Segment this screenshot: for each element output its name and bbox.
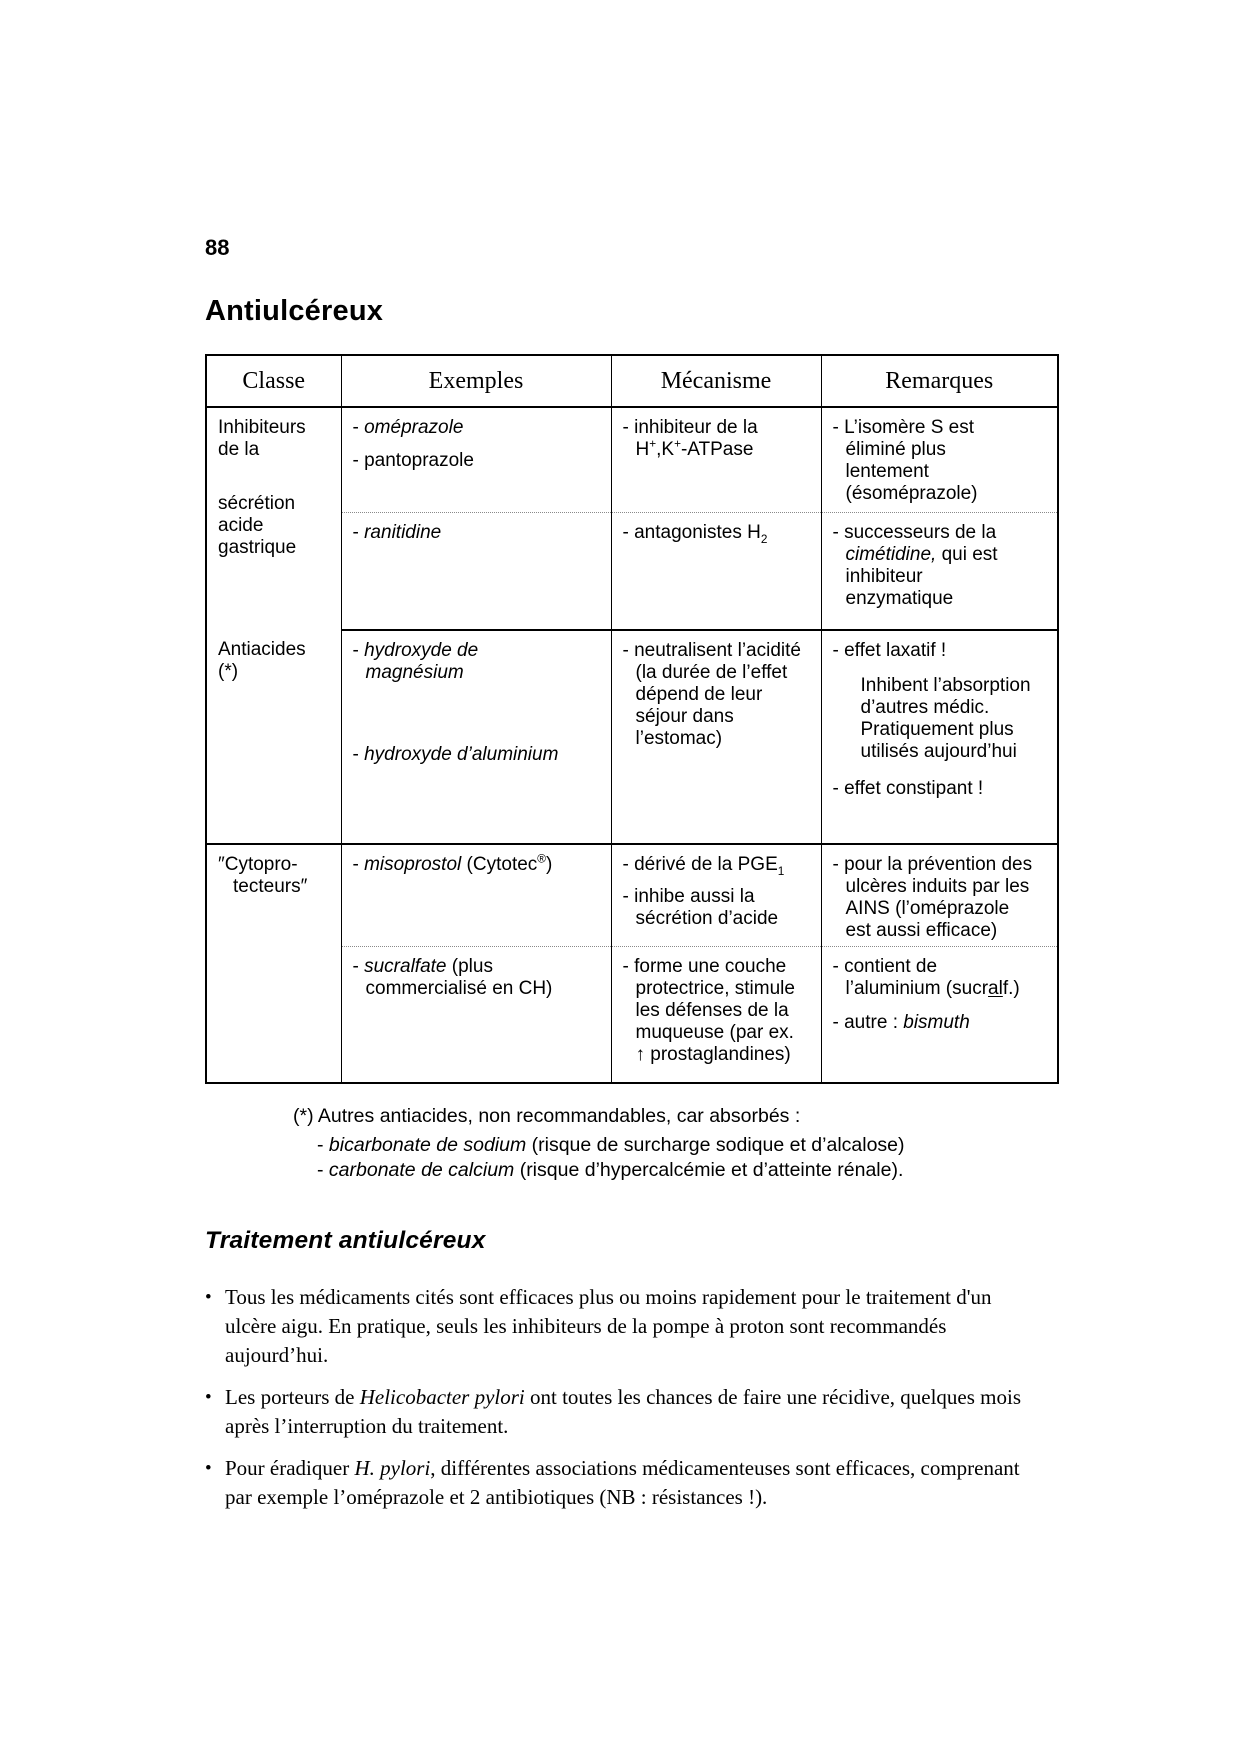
bullet-icon: • bbox=[205, 1286, 212, 1308]
cell-mecanisme-antih2 bbox=[611, 512, 821, 630]
text-line: - oméprazole bbox=[352, 417, 464, 438]
cell-exemples-sucralfate bbox=[341, 947, 611, 1083]
text-line: - inhibe aussi la bbox=[622, 886, 755, 907]
bullet-item bbox=[205, 1283, 1055, 1370]
text-line: commercialisé en CH) bbox=[365, 978, 553, 999]
footnote-item-carbonate bbox=[317, 1158, 1065, 1183]
page-number: 88 bbox=[205, 235, 230, 260]
text-line: - bicarbonate de sodium (risque de surcharge sodique et d’alcalose) bbox=[317, 1133, 905, 1156]
text-line: - sucralfate (plus bbox=[352, 956, 493, 977]
table-row-antiacides bbox=[206, 630, 1058, 844]
text-line: lentement bbox=[845, 461, 929, 482]
column-header-remarques: Remarques bbox=[821, 355, 1058, 407]
table-header-row bbox=[206, 355, 1058, 407]
column-header-mecanisme: Mécanisme bbox=[611, 355, 821, 407]
cell-exemples-antih2 bbox=[341, 512, 611, 630]
cell-mecanisme-misoprostol bbox=[611, 844, 821, 947]
cell-mecanisme-ipp bbox=[611, 407, 821, 512]
text-line: sécrétion d’acide bbox=[635, 908, 779, 929]
cell-exemples-ipp bbox=[341, 407, 611, 512]
text-line: Inhibent l’absorption bbox=[860, 675, 1031, 696]
text-line: - misoprostol (Cytotec®) bbox=[352, 852, 553, 875]
text-line: - contient de bbox=[832, 956, 938, 977]
page-title: Antiulcéreux bbox=[205, 295, 384, 327]
bullet-icon: • bbox=[205, 1457, 212, 1479]
text-line: (ésoméprazole) bbox=[845, 483, 978, 504]
bullet-item bbox=[205, 1383, 1055, 1441]
text-line: - pour la prévention des bbox=[832, 854, 1033, 875]
cell-classe-inhibiteurs bbox=[206, 407, 341, 630]
text-line: AINS (l’oméprazole bbox=[845, 898, 1010, 919]
text-line: - L’isomère S est bbox=[832, 417, 974, 438]
text-line: acide bbox=[218, 515, 264, 536]
bullet-text bbox=[225, 1283, 1043, 1370]
page-content bbox=[205, 0, 1065, 1512]
table-row-inhibiteurs-a bbox=[206, 407, 1058, 512]
bullet-item bbox=[205, 1454, 1055, 1512]
text-line: ulcères induits par les bbox=[845, 876, 1030, 897]
cell-classe-antiacides bbox=[206, 630, 341, 844]
text-line: - effet laxatif ! bbox=[832, 640, 947, 661]
table-row-cytoprotecteurs-a bbox=[206, 844, 1058, 947]
text-line: - forme une couche bbox=[622, 956, 787, 977]
text-line: l’estomac) bbox=[635, 728, 723, 749]
text-line: enzymatique bbox=[845, 587, 954, 609]
footnote-item-bicarbonate bbox=[317, 1133, 1065, 1158]
column-header-classe: Classe bbox=[206, 355, 341, 407]
text-line: ↑ prostaglandines) bbox=[635, 1044, 791, 1065]
text-line: Pratiquement plus bbox=[860, 719, 1014, 740]
text-line: est aussi efficace) bbox=[845, 920, 998, 941]
text-line: Antiacides bbox=[218, 639, 306, 660]
text-line: (la durée de l’effet bbox=[635, 662, 788, 683]
text-line: ″Cytopro- bbox=[218, 854, 298, 875]
text-line: - autre : bismuth bbox=[832, 1012, 970, 1033]
bullet-text bbox=[225, 1454, 1043, 1512]
text-line: - pantoprazole bbox=[352, 450, 474, 471]
text-line: Inhibiteurs bbox=[218, 417, 306, 438]
column-header-exemples: Exemples bbox=[341, 355, 611, 407]
text-line: Pour éradiquer H. pylori, différentes associations médicamenteuses sont efficaces, comprenant par exemple l’oméprazole et 2 antibiotiques (NB : résistances !). bbox=[225, 1455, 1020, 1509]
text-line: - inhibiteur de la bbox=[622, 417, 758, 438]
cell-remarques-antiacides bbox=[821, 630, 1058, 844]
text-line: H+,K+-ATPase bbox=[635, 437, 754, 460]
cell-exemples-antiacides bbox=[341, 630, 611, 844]
text-line: muqueuse (par ex. bbox=[635, 1022, 794, 1043]
cell-remarques-sucralfate bbox=[821, 947, 1058, 1083]
text-line: - effet constipant ! bbox=[832, 778, 984, 799]
text-line: Tous les médicaments cités sont efficaces plus ou moins rapidement pour le traitement d'un ulcère aigu. En pratique, seuls les inhibiteurs de la pompe à proton sont recommandés aujourd’hui. bbox=[225, 1284, 992, 1367]
text-line: - neutralisent l’acidité bbox=[622, 640, 801, 661]
text-line: séjour dans bbox=[635, 706, 734, 727]
footnote-intro bbox=[293, 1103, 1065, 1129]
antiulcer-drug-table bbox=[205, 354, 1059, 1084]
text-line: - hydroxyde de bbox=[352, 640, 479, 661]
text-line: magnésium bbox=[365, 662, 464, 683]
text-line: (*) Autres antiacides, non recommandables, car absorbés : bbox=[293, 1104, 801, 1127]
text-line: - antagonistes $H_2$ bbox=[622, 521, 768, 546]
bullet-list bbox=[205, 1283, 1055, 1512]
cell-classe-cytoprotecteurs bbox=[206, 844, 341, 1083]
bullet-text bbox=[225, 1383, 1043, 1441]
text-line: l’aluminium (sucralf.) bbox=[845, 978, 1020, 999]
bullet-icon: • bbox=[205, 1386, 212, 1408]
text-line: Les porteurs de Helicobacter pylori ont toutes les chances de faire une récidive, quelques mois après l’interruption du traitement. bbox=[225, 1384, 1022, 1438]
cell-mecanisme-antiacides bbox=[611, 630, 821, 844]
text-line: éliminé plus bbox=[845, 439, 946, 460]
text-line: - carbonate de calcium (risque d’hypercalcémie et d’atteinte rénale). bbox=[317, 1158, 904, 1181]
cell-remarques-misoprostol bbox=[821, 844, 1058, 947]
text-line: tecteurs″ bbox=[233, 876, 308, 897]
text-line: - successeurs de la bbox=[832, 521, 997, 543]
text-line: - hydroxyde d’aluminium bbox=[352, 744, 559, 765]
text-line: inhibiteur bbox=[845, 565, 923, 587]
cell-remarques-antih2 bbox=[821, 512, 1058, 630]
text-line: protectrice, stimule bbox=[635, 978, 795, 999]
section-heading: Traitement antiulcéreux bbox=[205, 1226, 486, 1254]
text-line: cimétidine, qui est bbox=[845, 543, 998, 565]
text-line: dépend de leur bbox=[635, 684, 763, 705]
table-footnote bbox=[205, 1103, 1065, 1183]
text-line: gastrique bbox=[218, 537, 297, 558]
text-line: de la bbox=[218, 439, 260, 460]
cell-remarques-ipp bbox=[821, 407, 1058, 512]
text-line: (*) bbox=[218, 661, 239, 682]
text-line: sécrétion bbox=[218, 493, 296, 514]
text-line: - ranitidine bbox=[352, 521, 442, 543]
text-line: - dérivé de la $PGE_1$ bbox=[622, 854, 785, 878]
cell-mecanisme-sucralfate bbox=[611, 947, 821, 1083]
text-line: les défenses de la bbox=[635, 1000, 789, 1021]
cell-exemples-misoprostol bbox=[341, 844, 611, 947]
text-line: utilisés aujourd’hui bbox=[860, 741, 1017, 762]
text-line: d’autres médic. bbox=[860, 697, 990, 718]
